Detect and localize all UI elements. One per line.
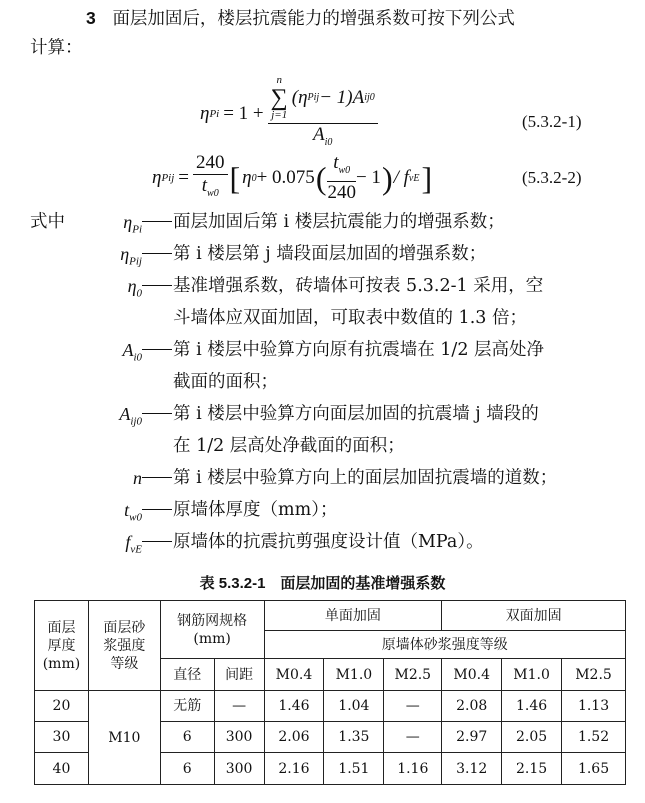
header-original-grade: 原墙体砂浆强度等级 bbox=[264, 631, 625, 659]
def-text-a-ij0-cont: 在 1/2 层高处净截面的面积； bbox=[173, 436, 405, 456]
header-double-side: 双面加固 bbox=[442, 601, 626, 631]
table-row: 20 M10 无筋 — 1.46 1.04 — 2.08 1.46 1.13 bbox=[35, 691, 626, 722]
def-text-eta-0-cont: 斗墙体应双面加固，可取表中数值的 1.3 倍； bbox=[173, 308, 527, 328]
header-grade: M2.5 bbox=[384, 659, 442, 691]
header-single-side: 单面加固 bbox=[264, 601, 442, 631]
header-spacing: 间距 bbox=[214, 659, 264, 691]
table-row: 40 6 300 2.16 1.51 1.16 3.12 2.15 1.65 bbox=[35, 753, 626, 785]
def-text-a-i0-cont: 截面的面积； bbox=[173, 372, 278, 392]
def-text-a-ij0: 第 i 楼层中验算方向面层加固的抗震墙 j 墙段的 bbox=[142, 400, 539, 428]
formula-5-3-2-1: η Pi = 1 + n ∑ j=1 (η Pij − 1)A ij0 $A_{i0}$ bbox=[200, 68, 378, 160]
def-text-eta-pi: 面层加固后第 i 楼层抗震能力的增强系数； bbox=[142, 208, 505, 236]
header-mesh-spec: 钢筋网规格 (mm) bbox=[160, 601, 264, 659]
def-text-eta-pij: 第 i 楼层第 j 墙段面层加固的增强系数； bbox=[142, 240, 486, 268]
intro-line-2: 计算： bbox=[30, 38, 83, 58]
header-diameter: 直径 bbox=[160, 659, 214, 691]
table-row: 30 6 300 2.06 1.35 — 2.97 2.05 1.52 bbox=[35, 722, 626, 753]
intro-line-1: 面层加固后，楼层抗震能力的增强系数可按下列公式 bbox=[112, 9, 515, 29]
sigma-symbol: ∑ bbox=[270, 84, 288, 111]
table-caption: 表 5.3.2-1 面层加固的基准增强系数 bbox=[199, 575, 446, 592]
def-symbol-eta-0: $\eta_0$ bbox=[127, 276, 142, 300]
mortar-grade-cell: M10 bbox=[88, 691, 160, 785]
formula-1-fraction: n ∑ j=1 (η Pij − 1)A ij0 $A_{i0}$ bbox=[268, 75, 378, 154]
def-text-a-i0: 第 i 楼层中验算方向原有抗震墙在 1/2 层高处净 bbox=[142, 336, 544, 364]
def-text-n: 第 i 楼层中验算方向上的面层加固抗震墙的道数； bbox=[142, 464, 557, 492]
header-grade: M1.0 bbox=[324, 659, 384, 691]
base-enhancement-table bbox=[34, 600, 626, 785]
def-symbol-n: n bbox=[133, 468, 142, 488]
header-grade: M2.5 bbox=[562, 659, 626, 691]
def-symbol-f-ve: $f_{vE}$ bbox=[125, 532, 142, 556]
def-text-eta-0: 基准增强系数，砖墙体可按表 5.3.2-1 采用，空 bbox=[142, 272, 543, 300]
def-symbol-a-i0: $A_{i0}$ bbox=[122, 340, 142, 364]
header-thickness: 面层 厚度 (mm) bbox=[35, 601, 89, 691]
def-text-f-ve: 原墙体的抗震抗剪强度设计值（MPa）。 bbox=[142, 528, 484, 556]
clause-number: 3 bbox=[86, 8, 96, 28]
def-symbol-eta-pi: $\eta_{Pi}$ bbox=[123, 212, 142, 236]
header-mortar-grade: 面层砂 浆强度 等级 bbox=[88, 601, 160, 691]
def-symbol-t-w0: $t_{w0}$ bbox=[124, 500, 142, 524]
header-grade: M0.4 bbox=[264, 659, 324, 691]
def-text-t-w0: 原墙体厚度（mm）； bbox=[142, 496, 337, 524]
formula-5-3-2-2: η Pij = $\frac{240}{t_{w0}}$ [ η 0 + 0.075 ( $t_{w0}$ 240 − 1 ) / f vE ] bbox=[152, 151, 433, 204]
header-grade: M1.0 bbox=[502, 659, 562, 691]
equation-number-2: (5.3.2-2) bbox=[522, 168, 582, 187]
intro-paragraph bbox=[86, 4, 515, 33]
header-grade: M0.4 bbox=[442, 659, 502, 691]
where-label: 式中 bbox=[30, 212, 65, 232]
def-symbol-a-ij0: $A_{ij0}$ bbox=[119, 404, 142, 428]
def-symbol-eta-pij: $\eta_{Pij}$ bbox=[120, 244, 142, 268]
equation-number-1: (5.3.2-1) bbox=[522, 112, 582, 131]
